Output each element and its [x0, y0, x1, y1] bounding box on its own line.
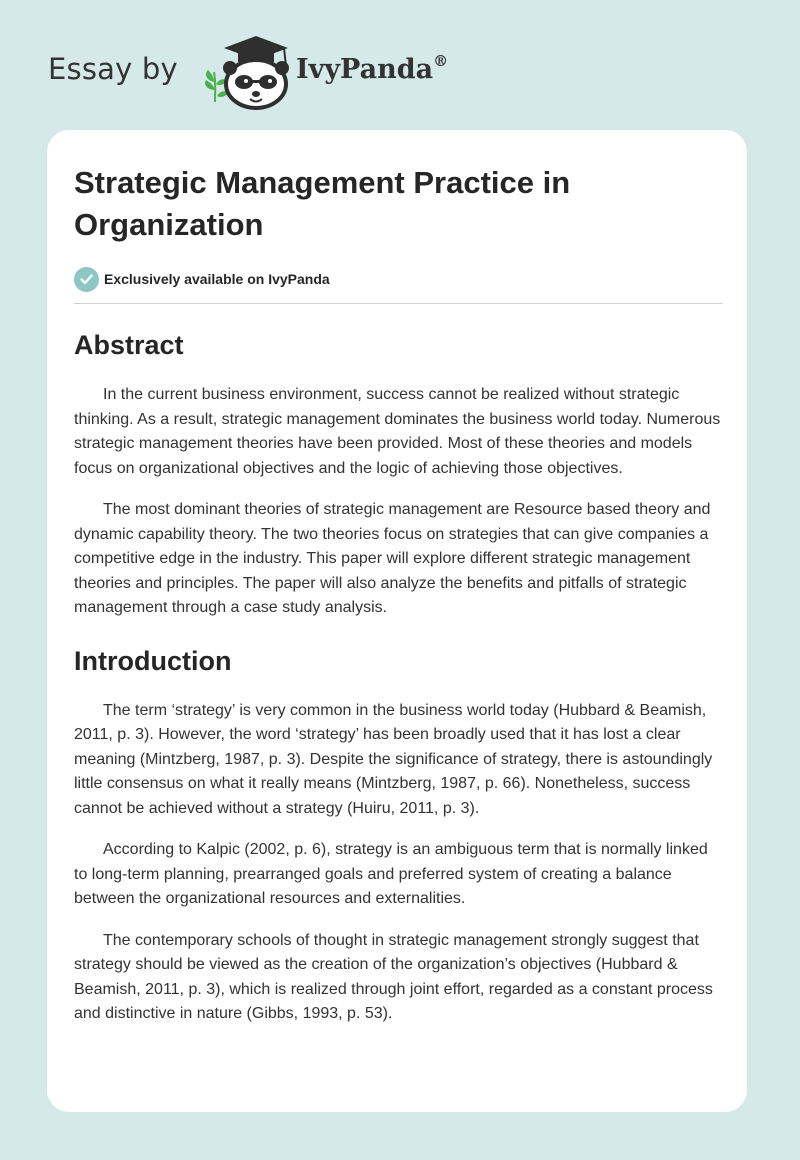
brand-name[interactable]: IvyPanda® [296, 52, 449, 85]
section-heading: Abstract [74, 330, 184, 360]
panda-logo-icon[interactable] [200, 34, 300, 110]
paragraph: The most dominant theories of strategic management are Resource based theory and dynamic capability theory. The two theories focus on strategies that can give companies a competitive edge in the industry. This paper will explore different strategic management theories and principles. The paper will also analyze the benefits and pitfalls of strategic management through a case study analysis. [74, 501, 711, 616]
paragraph: The term ‘strategy’ is very common in the business world today (Hubbard & Beamish, 2011, p. 3). However, the word ‘strategy’ has been broadly used that it has lost a clear meaning (Mintzberg, 1987, p. 3). Despite the significance of strategy, there is astoundingly little consensus on what it really means (Mintzberg, 1987, p. 66). Nonetheless, success cannot be achieved without a strategy (Huiru, 2011, p. 3). [74, 701, 713, 817]
checkmark-icon [74, 267, 99, 292]
paragraph: According to Kalpic (2002, p. 6), strategy is an ambiguous term that is normally linked to long-term planning, prearranged goals and preferred system of creating a balance between the organizational resources and externalities. [74, 841, 708, 907]
paragraph: The contemporary schools of thought in strategic management strongly suggest that strategy should be viewed as the creation of the organization’s objectives (Hubbard & Beamish, 2011, p. 3), which is realized through joint effort, regarded as a constant process and distinctive in nature (Gibbs, 1993, p. 53). [74, 931, 713, 1022]
abstract-section [74, 327, 723, 621]
essay-card [47, 130, 747, 1112]
badge-text: Exclusively available on IvyPanda [104, 271, 330, 287]
site-header [48, 34, 648, 114]
introduction-section [74, 643, 723, 1027]
divider [74, 303, 723, 304]
essay-by-label: Essay by [48, 52, 178, 86]
registered-mark: ® [433, 52, 449, 70]
section-heading: Introduction [74, 645, 232, 676]
paragraph: In the current business environment, success cannot be realized without strategic thinking. As a result, strategic management dominates the business world today. Numerous strategic management theories have been provided. Most of these theories and models focus on organizational objectives and the logic of achieving those objectives. [74, 386, 721, 477]
page-title: Strategic Management Practice in Organization [74, 165, 571, 242]
exclusive-badge [74, 266, 723, 292]
